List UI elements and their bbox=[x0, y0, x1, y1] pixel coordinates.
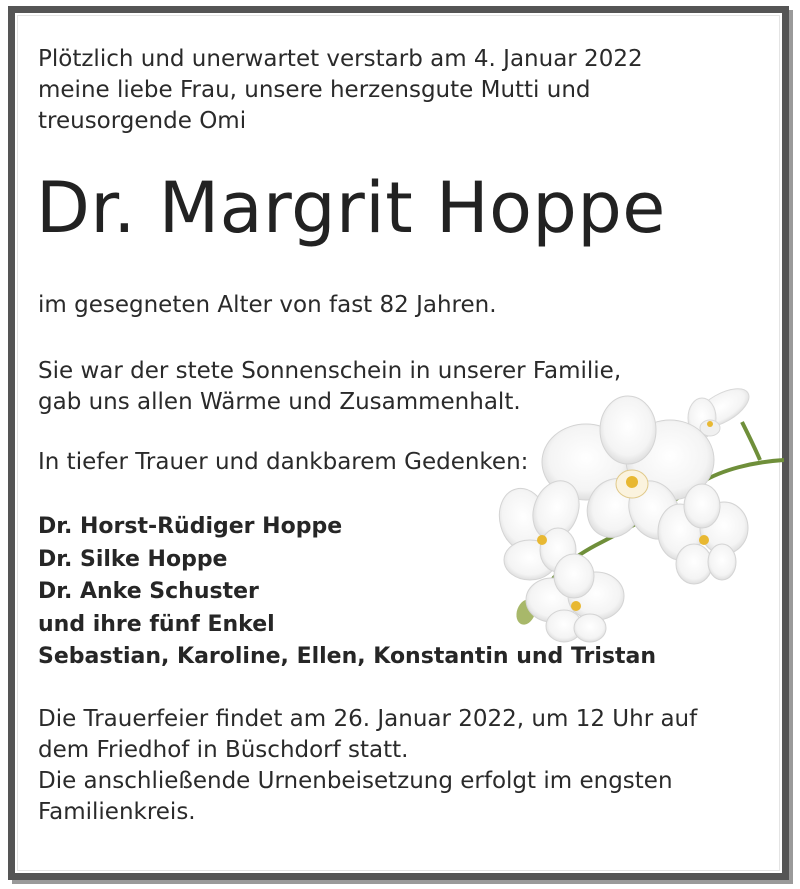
family-member: Dr. Anke Schuster bbox=[38, 579, 259, 604]
mourning-line: In tiefer Trauer und dankbarem Gedenken: bbox=[38, 449, 529, 475]
family-member: Dr. Horst-Rüdiger Hoppe bbox=[38, 514, 343, 539]
deceased-name: Dr. Margrit Hoppe bbox=[36, 167, 666, 249]
ceremony-line: Familienkreis. bbox=[38, 799, 196, 825]
mourning-text bbox=[38, 447, 738, 478]
ceremony-line: Die anschließende Urnenbeisetzung erfolgt im engsten bbox=[38, 768, 673, 794]
ceremony-line: Die Trauerfeier findet am 26. Januar 2022, um 12 Uhr auf bbox=[38, 706, 698, 732]
age-line: im gesegneten Alter von fast 82 Jahren. bbox=[38, 292, 497, 318]
age-text bbox=[38, 290, 738, 321]
intro-line: meine liebe Frau, unsere herzensgute Mutti und bbox=[38, 77, 591, 103]
intro-text bbox=[38, 44, 738, 137]
tribute-text bbox=[38, 356, 738, 418]
tribute-line: gab uns allen Wärme und Zusammenhalt. bbox=[38, 389, 521, 415]
intro-line: treusorgende Omi bbox=[38, 108, 247, 134]
intro-line: Plötzlich und unerwartet verstarb am 4. Januar 2022 bbox=[38, 46, 643, 72]
family-member: Sebastian, Karoline, Ellen, Konstantin und Tristan bbox=[38, 644, 657, 669]
ceremony-line: dem Friedhof in Büschdorf statt. bbox=[38, 737, 409, 763]
ceremony-text bbox=[38, 704, 738, 828]
tribute-line: Sie war der stete Sonnenschein in unserer Familie, bbox=[38, 358, 622, 384]
family-member: und ihre fünf Enkel bbox=[38, 611, 275, 637]
family-member: Dr. Silke Hoppe bbox=[38, 546, 228, 572]
family-list bbox=[38, 511, 738, 674]
